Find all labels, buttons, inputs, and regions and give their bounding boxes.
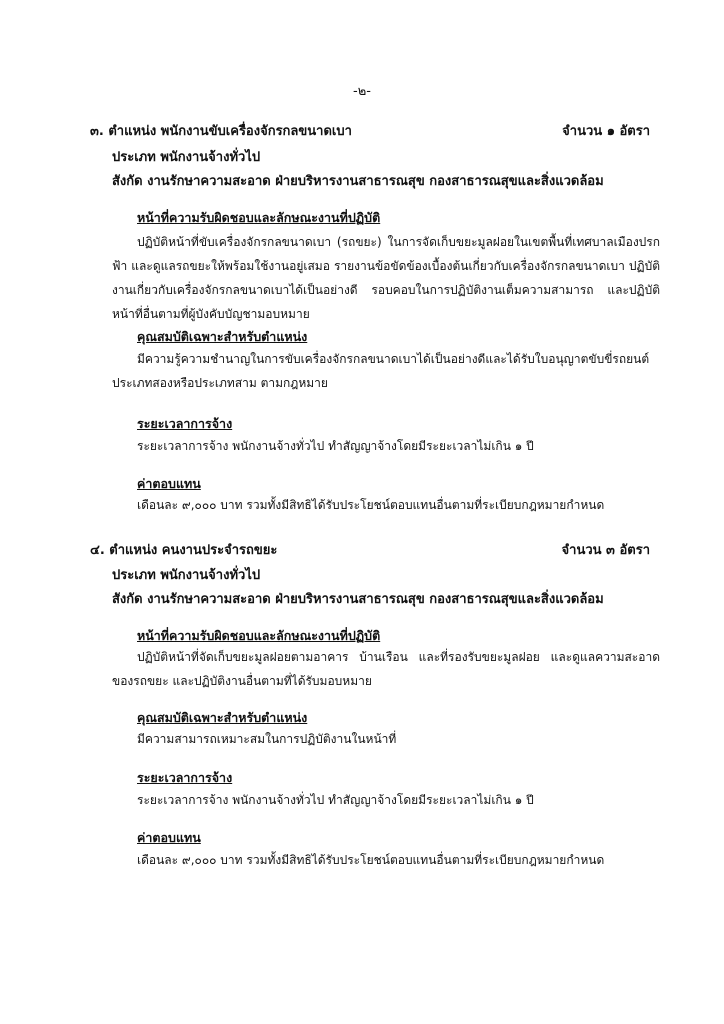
qualification-heading: คุณสมบัติเฉพาะสำหรับตำแหน่ง bbox=[137, 710, 308, 725]
pay-heading: ค่าตอบแทน bbox=[137, 476, 201, 491]
qualification-heading: คุณสมบัติเฉพาะสำหรับตำแหน่ง bbox=[137, 329, 308, 344]
position-type: ประเภท พนักงานจ้างทั่วไป bbox=[112, 150, 261, 165]
duty-heading: หน้าที่ความรับผิดชอบและลักษณะงานที่ปฏิบัติ bbox=[137, 210, 381, 225]
position-heading-3 bbox=[90, 122, 650, 142]
pay-heading: ค่าตอบแทน bbox=[137, 830, 201, 845]
duty-text: ปฏิบัติหน้าที่ขับเครื่องจักรกลขนาดเบา (รถขยะ) ในการจัดเก็บขยะมูลฝอยในเขตพื้นที่เทศบาลเมืองปรกฟ้า และดูแลรถขยะให้พร้อมใช้งานอยู่เสมอ รายงานข้อขัดข้องเบื้องต้นเกี่ยวกับเครื่องจักรกลขนาดเบา ปฏิบัติงานเกี่ยวกับเครื่องจักรกลขนาดเบาได้เป็นอย่างดี รอบคอบในการปฏิบัติงานเต็มความสามารถ และปฏิบัติหน้าที่อื่นตามที่ผู้บังคับบัญชามอบหมาย bbox=[112, 235, 660, 321]
position-type: ประเภท พนักงานจ้างทั่วไป bbox=[112, 568, 261, 583]
duty-text: ปฏิบัติหน้าที่จัดเก็บขยะมูลฝอยตามอาคาร บ้านเรือน และที่รองรับขยะมูลฝอย และดูแลความสะอาดของรถขยะ และปฏิบัติงานอื่นตามที่ได้รับมอบหมาย bbox=[112, 650, 660, 688]
qualification-text: มีความรู้ความชำนาญในการขับเครื่องจักรกลขนาดเบาได้เป็นอย่างดีและได้รับใบอนุญาตขับขี่รถยนต์ประเภทสองหรือประเภทสาม ตามกฎหมาย bbox=[112, 352, 650, 390]
period-heading: ระยะเวลาการจ้าง bbox=[137, 770, 233, 785]
position-heading-4 bbox=[90, 541, 650, 561]
period-heading: ระยะเวลาการจ้าง bbox=[137, 416, 233, 431]
qualification-text: มีความสามารถเหมาะสมในการปฏิบัติงานในหน้าที่ bbox=[137, 732, 397, 746]
pay-text: เดือนละ ๙,๐๐๐ บาท รวมทั้งมีสิทธิได้รับประโยชน์ตอบแทนอื่นตามที่ระเบียบกฎหมายกำหนด bbox=[137, 498, 605, 512]
position-affiliation: สังกัด งานรักษาความสะอาด ฝ่ายบริหารงานสาธารณสุข กองสาธารณสุขและสิ่งแวดล้อม bbox=[112, 592, 604, 607]
page-number: -๒- bbox=[353, 84, 371, 99]
period-text: ระยะเวลาการจ้าง พนักงานจ้างทั่วไป ทำสัญญาจ้างโดยมีระยะเวลาไม่เกิน ๑ ปี bbox=[137, 439, 534, 453]
position-quota: จำนวน ๑ อัตรา bbox=[562, 124, 650, 139]
position-quota: จำนวน ๓ อัตรา bbox=[561, 543, 650, 558]
duty-heading: หน้าที่ความรับผิดชอบและลักษณะงานที่ปฏิบัติ bbox=[137, 628, 381, 643]
pay-text: เดือนละ ๙,๐๐๐ บาท รวมทั้งมีสิทธิได้รับประโยชน์ตอบแทนอื่นตามที่ระเบียบกฎหมายกำหนด bbox=[137, 853, 605, 867]
position-affiliation: สังกัด งานรักษาความสะอาด ฝ่ายบริหารงานสาธารณสุข กองสาธารณสุขและสิ่งแวดล้อม bbox=[112, 174, 604, 189]
position-title: ๓. ตำแหน่ง พนักงานขับเครื่องจักรกลขนาดเบา bbox=[90, 124, 352, 139]
position-title: ๔. ตำแหน่ง คนงานประจำรถขยะ bbox=[90, 543, 278, 558]
period-text: ระยะเวลาการจ้าง พนักงานจ้างทั่วไป ทำสัญญาจ้างโดยมีระยะเวลาไม่เกิน ๑ ปี bbox=[137, 793, 534, 807]
